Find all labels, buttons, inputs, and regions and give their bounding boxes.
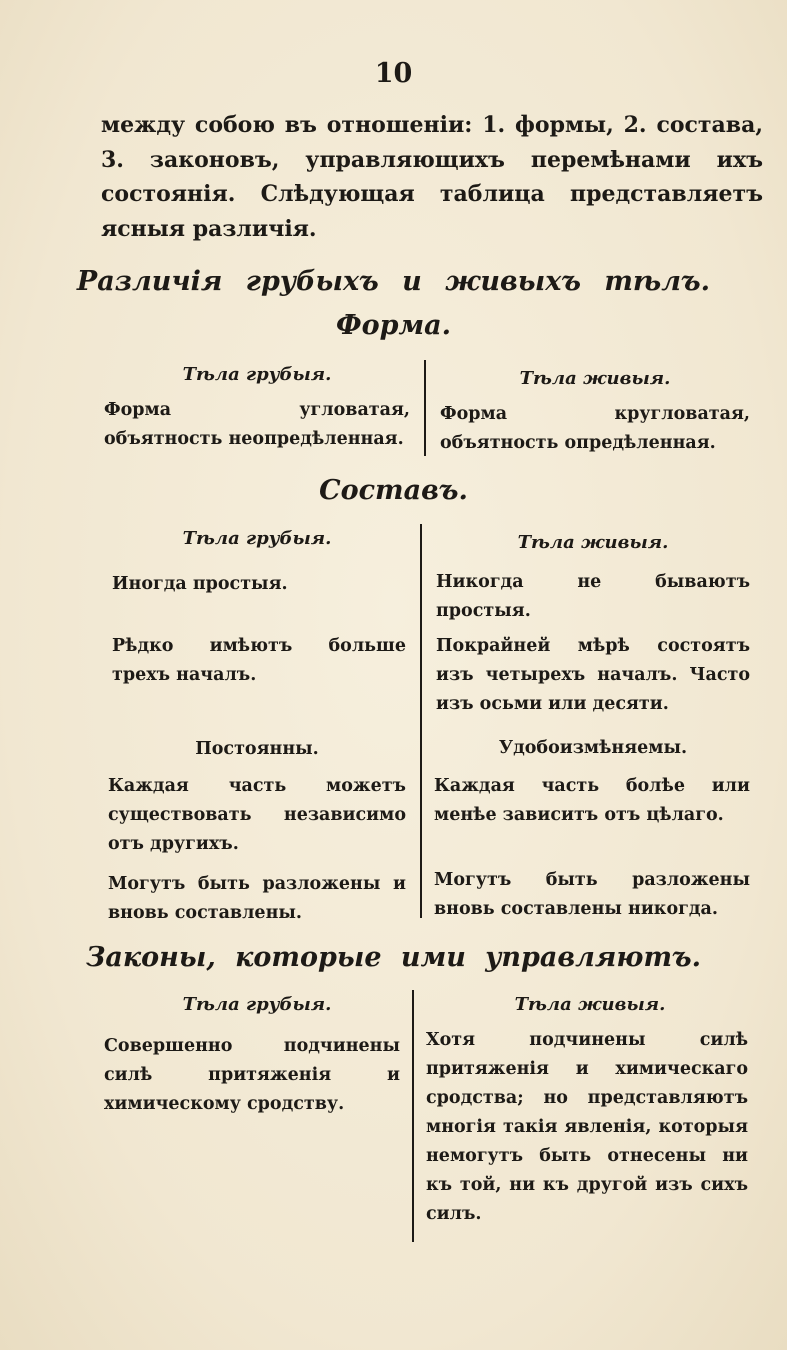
column-divider xyxy=(424,360,426,456)
laws-right-text: Хотя подчинены силѣ притяженiя и химическаго сродства; но представляютъ многiя такiя явленiя, которыя немогутъ быть отнесены ни къ той, ни къ другой изъ сихъ силъ. xyxy=(426,1030,748,1224)
composition-left-p4: Каждая часть можетъ существовать независимо отъ другихъ. xyxy=(108,776,406,854)
composition-left-head: Тѣла грубыя. xyxy=(182,528,332,549)
form-left-head: Тѣла грубыя. xyxy=(182,364,332,385)
composition-left-p5: Могутъ быть разложены и вновь составлены. xyxy=(108,874,406,923)
laws-left-text: Совершенно подчинены силѣ притяженiя и химическому сродству. xyxy=(104,1036,400,1114)
column-divider xyxy=(420,524,422,918)
section-heading-laws: Законы, которые ими управляютъ. xyxy=(85,942,702,973)
section-heading-composition: Составъ. xyxy=(319,475,468,506)
section-heading-form: Форма. xyxy=(335,310,452,341)
form-right-head: Тѣла живыя. xyxy=(519,368,671,389)
composition-right-p3: Удобоизмѣняемы. xyxy=(498,738,688,758)
intro-paragraph: между собою въ отношенiи: 1. формы, 2. состава, 3. законовъ, управляющихъ перемѣнами ихъ состоянiя. Слѣдующая таблица представляетъ ясныя различiя. xyxy=(101,112,763,243)
composition-right-p1: Никогда не бываютъ простыя. xyxy=(436,572,750,621)
table-title: Различiя грубыхъ и живыхъ тѣлъ. xyxy=(76,266,711,297)
composition-left-p2: Рѣдко имѣютъ больше трехъ началъ. xyxy=(112,636,406,685)
composition-left-p1: Иногда простыя. xyxy=(112,574,288,594)
form-left-text: Форма угловатая, объятность неопредѣленная. xyxy=(104,400,410,449)
laws-left-head: Тѣла грубыя. xyxy=(182,994,332,1015)
composition-right-p5: Могутъ быть разложены вновь составлены никогда. xyxy=(434,870,750,919)
composition-right-head: Тѣла живыя. xyxy=(517,532,669,553)
column-divider xyxy=(412,990,414,1242)
laws-right-head: Тѣла живыя. xyxy=(514,994,666,1015)
composition-right-p2: Покрайней мѣрѣ состоятъ изъ четырехъ началъ. Часто изъ осьми или десяти. xyxy=(436,636,750,714)
form-right-text: Форма кругловатая, объятность опредѣленная. xyxy=(440,404,750,453)
composition-right-p4: Каждая часть болѣе или менѣе зависитъ отъ цѣлаго. xyxy=(434,776,750,825)
composition-left-p3: Постоянны. xyxy=(195,739,319,759)
page-number: 10 xyxy=(374,58,413,89)
